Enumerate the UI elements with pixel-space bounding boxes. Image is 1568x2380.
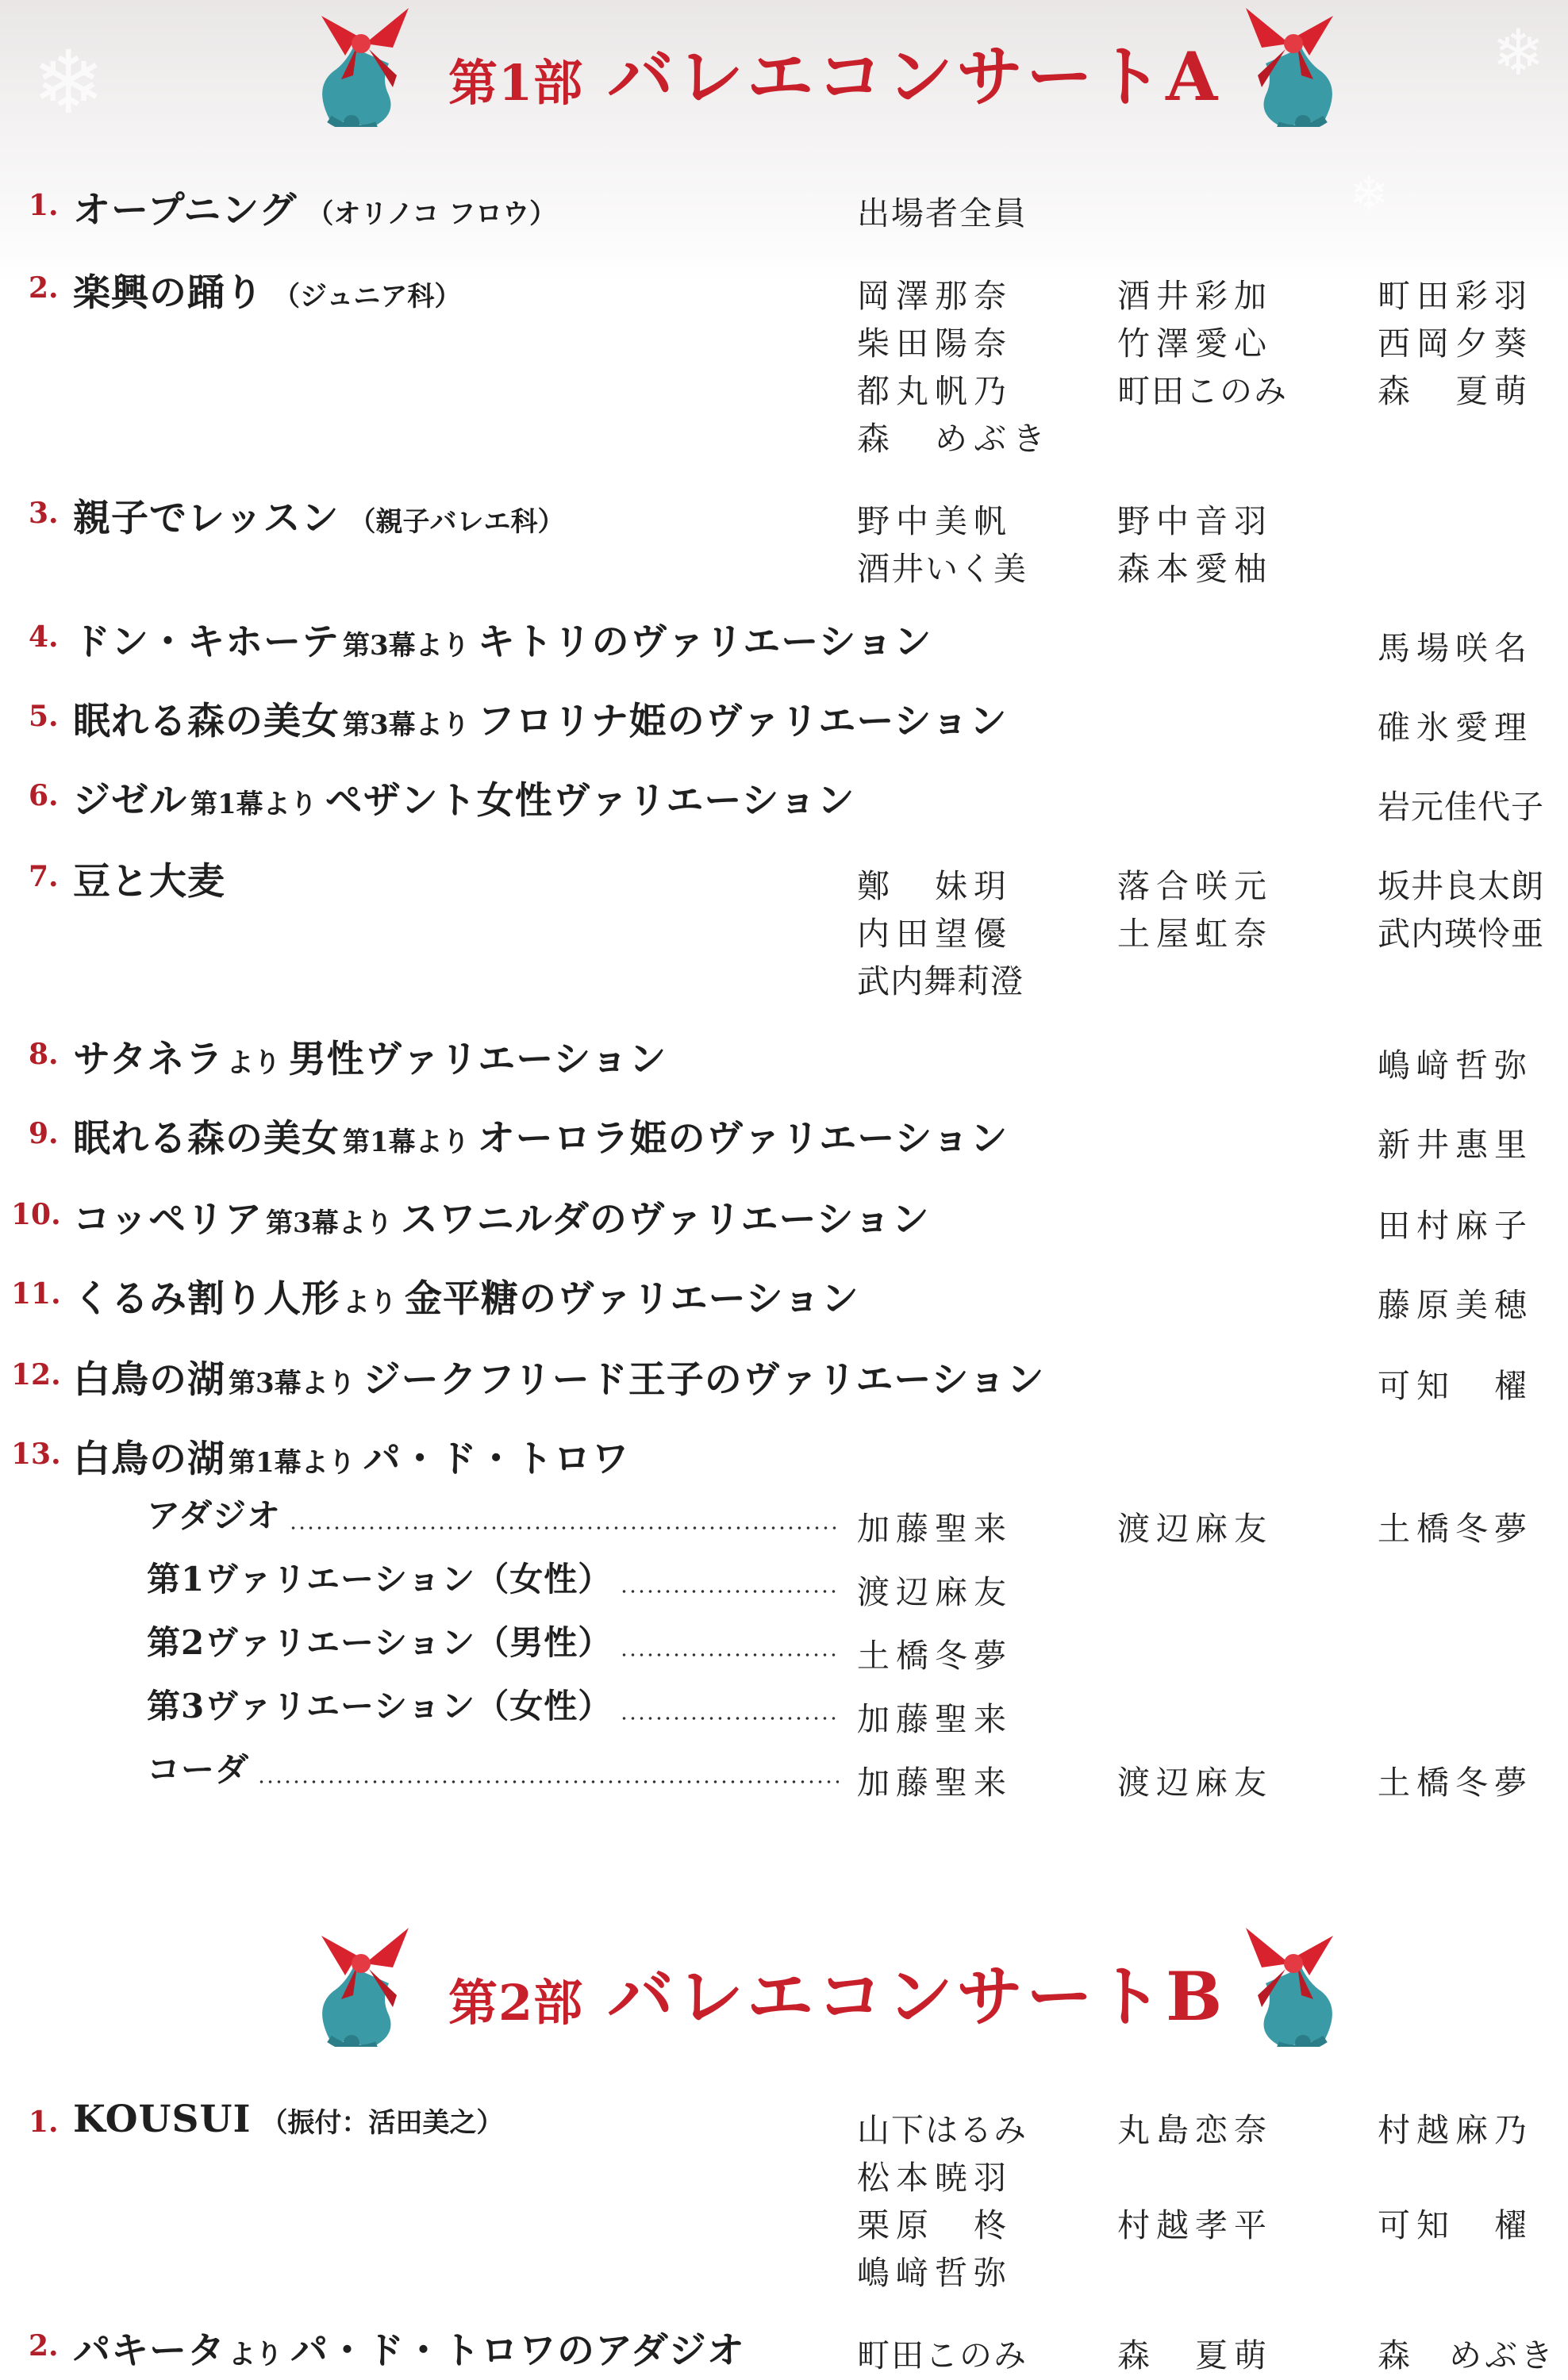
performer-name: 鄭 妹玥	[857, 867, 1013, 905]
item-number: 8.	[29, 1038, 59, 1071]
section-title	[448, 24, 1220, 120]
item-number: 3.	[29, 497, 59, 530]
performer-name: 出場者全員	[857, 194, 1028, 232]
item-title: 親子でレッスン （親子バレエ科）	[73, 497, 565, 540]
performer-name: 武内舞莉澄	[857, 962, 1024, 1000]
performer-name: 西岡夕葵	[1378, 324, 1533, 363]
item-number: 13.	[11, 1438, 61, 1471]
performer-name: 加藤聖来	[857, 1510, 1013, 1548]
performer-name: 野中美帆	[857, 502, 1013, 540]
item-title: 眠れる森の美女 第1幕より オーロラ姫のヴァリエーション	[73, 1117, 1009, 1161]
performer-name: 町田このみ	[857, 2336, 1028, 2374]
item-number: 11.	[11, 1277, 61, 1311]
snowflake-icon: ❄	[32, 32, 106, 133]
performer-name: 村越麻乃	[1378, 2111, 1533, 2149]
performer-name: 竹澤愛心	[1117, 324, 1273, 363]
item-title: 眠れる森の美女 第3幕より フロリナ姫のヴァリエーション	[73, 700, 1008, 743]
item-title: ドン・キホーテ 第3幕より キトリのヴァリエーション	[73, 620, 932, 664]
item-title: 豆と大麦	[73, 860, 225, 904]
trois-label: アダジオ	[147, 1496, 282, 1535]
performer-name: 町田彩羽	[1378, 277, 1533, 315]
bell-icon	[298, 0, 432, 127]
snowflake-icon: ❄	[1349, 167, 1389, 222]
performer-name: 土橋冬夢	[1378, 1764, 1533, 1802]
performer-name: 森本愛柚	[1117, 550, 1273, 588]
performer-name: 酒井彩加	[1117, 277, 1273, 315]
item-number: 7.	[29, 860, 59, 893]
performer-name: 可知 櫂	[1378, 1367, 1533, 1405]
item-title: ジゼル 第1幕より ペザント女性ヴァリエーション	[73, 779, 855, 823]
performer-name: 藤原美穂	[1378, 1286, 1533, 1324]
trois-label: 第3ヴァリエーション（女性）	[147, 1687, 613, 1726]
item-title: くるみ割り人形 より 金平糖のヴァリエーション	[73, 1277, 859, 1321]
dot-leader	[620, 1717, 839, 1720]
performer-name: 加藤聖来	[857, 1700, 1013, 1738]
performer-name: 馬場咲名	[1378, 629, 1533, 667]
trois-row	[147, 1498, 845, 1537]
item-number: 1.	[29, 189, 59, 222]
performer-name: 加藤聖来	[857, 1764, 1013, 1802]
item-title: コッペリア 第3幕より スワニルダのヴァリエーション	[73, 1198, 930, 1242]
performer-name: 碓氷愛理	[1378, 708, 1533, 747]
performer-name: 村越孝平	[1117, 2206, 1273, 2244]
bell-icon	[298, 1920, 432, 2047]
performer-name: 田村麻子	[1378, 1207, 1533, 1245]
performer-name: 都丸帆乃	[857, 372, 1013, 410]
performer-name: 酒井いく美	[857, 550, 1028, 588]
trois-row	[147, 1688, 845, 1728]
item-number: 10.	[11, 1198, 61, 1231]
item-number: 12.	[11, 1358, 61, 1392]
performer-name: 渡辺麻友	[857, 1573, 1013, 1611]
dot-leader	[620, 1590, 839, 1593]
trois-label: 第1ヴァリエーション（女性）	[147, 1560, 613, 1599]
item-number: 5.	[29, 700, 59, 733]
performer-name: 森 夏萌	[1378, 372, 1533, 410]
dot-leader	[289, 1526, 839, 1530]
trois-row	[147, 1625, 845, 1664]
trois-label: コーダ	[147, 1750, 250, 1789]
bell-icon	[1222, 0, 1357, 127]
part-number: 第1部	[448, 54, 584, 112]
performer-name: 野中音羽	[1117, 502, 1273, 540]
part-title: バレエコンサートA	[607, 37, 1221, 116]
performer-name: 坂井良太朗	[1378, 867, 1544, 905]
dot-leader	[620, 1653, 839, 1656]
item-number: 9.	[29, 1117, 59, 1150]
performer-name: 新井惠里	[1378, 1126, 1533, 1164]
item-title: サタネラ より 男性ヴァリエーション	[73, 1038, 667, 1081]
performer-name: 落合咲元	[1117, 867, 1273, 905]
performer-name: 土橋冬夢	[1378, 1510, 1533, 1548]
performer-name: 丸島恋奈	[1117, 2111, 1273, 2149]
performer-name: 土屋虹奈	[1117, 915, 1273, 953]
performer-name: 松本暁羽	[857, 2159, 1013, 2197]
item-title: 白鳥の湖 第3幕より ジークフリード王子のヴァリエーション	[73, 1358, 1045, 1402]
item-number: 4.	[29, 620, 59, 654]
performer-name: 森 めぶき	[1378, 2336, 1556, 2374]
item-title: オープニング （オリノコ フロウ）	[73, 189, 557, 232]
item-number: 6.	[29, 779, 59, 812]
part1-header	[0, 0, 1568, 127]
performer-name: 山下はるみ	[857, 2111, 1028, 2149]
item-number: 1.	[29, 2106, 59, 2139]
part-title: バレエコンサートB	[607, 1957, 1226, 2036]
trois-row	[147, 1752, 845, 1791]
section-title	[448, 1944, 1225, 2040]
item-title: KOUSUI （振付：活田美之）	[73, 2098, 504, 2141]
performer-name: 森 夏萌	[1117, 2336, 1273, 2374]
performer-name: 渡辺麻友	[1117, 1764, 1273, 1802]
item-number: 2.	[29, 2329, 59, 2363]
dot-leader	[257, 1780, 839, 1783]
bell-icon	[1222, 1920, 1357, 2047]
item-title: パキータ より パ・ド・トロワのアダジオ	[73, 2329, 745, 2373]
performer-name: 嶋﨑哲弥	[857, 2254, 1013, 2292]
performer-name: 渡辺麻友	[1117, 1510, 1273, 1548]
performer-name: 嶋﨑哲弥	[1378, 1046, 1533, 1084]
performer-name: 町田このみ	[1117, 372, 1288, 410]
performer-name: 森 めぶき	[857, 420, 1051, 458]
snowflake-icon: ❄	[1492, 16, 1546, 90]
performer-name: 武内瑛怜亜	[1378, 915, 1544, 953]
trois-label: 第2ヴァリエーション（男性）	[147, 1623, 613, 1662]
item-title: 楽興の踊り （ジュニア科）	[73, 271, 462, 315]
trois-row	[147, 1561, 845, 1601]
item-title: 白鳥の湖 第1幕より パ・ド・トロワ	[73, 1438, 630, 1481]
part-number: 第2部	[448, 1974, 584, 2032]
performer-name: 内田望優	[857, 915, 1013, 953]
performer-name: 柴田陽奈	[857, 324, 1013, 363]
performer-name: 栗原 柊	[857, 2206, 1013, 2244]
performer-name: 可知 櫂	[1378, 2206, 1533, 2244]
part2-header	[0, 1920, 1568, 2047]
performer-name: 土橋冬夢	[857, 1637, 1013, 1675]
item-number: 2.	[29, 271, 59, 305]
performer-name: 岩元佳代子	[1378, 788, 1544, 826]
performer-name: 岡澤那奈	[857, 277, 1013, 315]
